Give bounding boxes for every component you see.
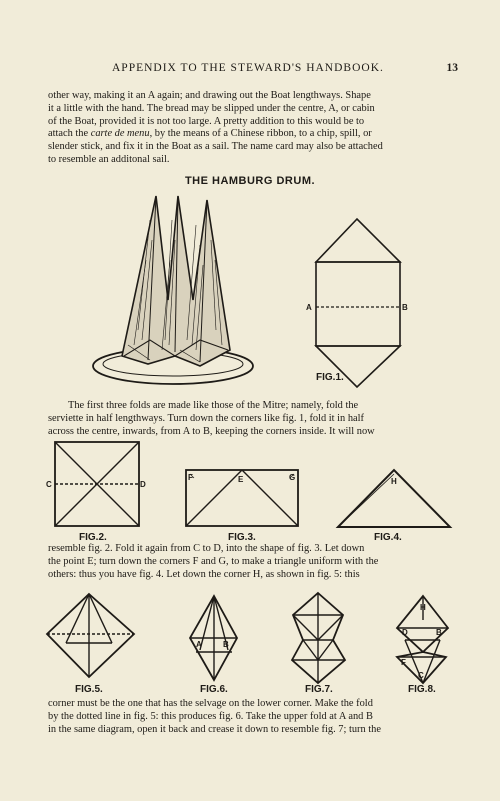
fig3-caption: FIG.3. <box>228 532 256 543</box>
fig8-label-d: D <box>402 628 408 637</box>
text-line: others: thus you have fig. 4. Let down the corner H, as shown in fig. 5: this <box>48 568 360 580</box>
italic-phrase: carte de menu <box>90 128 150 140</box>
text-line: by the dotted line in fig. 5: this produces fig. 6. Take the upper fold at A and B <box>48 710 373 722</box>
text-line: the point E; turn down the corners F and G, to make a triangle uniform with the <box>48 555 379 567</box>
fig8-label-f: F <box>401 658 406 667</box>
fig3-label-f: F <box>188 473 193 482</box>
fig1-label-a: A <box>306 303 312 312</box>
fig5-caption: FIG.5. <box>75 684 103 695</box>
text-line: of the Boat, provided it is not too large. A pretty addition to this would be to <box>48 115 365 127</box>
fig7-diagram <box>292 593 345 683</box>
fig4-caption: FIG.4. <box>374 532 402 543</box>
text-line: attach the carte de menu, by the means of a Chinese ribbon, to a chip, spill, or <box>48 128 372 140</box>
fig2-diagram <box>55 442 139 526</box>
fig3-label-e: E <box>238 475 244 484</box>
fig5-diagram <box>47 594 134 677</box>
fig1-caption: FIG.1. <box>316 372 344 383</box>
fig4-label-h: H <box>391 477 397 486</box>
fig1-diagram <box>316 219 400 387</box>
text-line: corner must be the one that has the selvage on the lower corner. Make the fold <box>48 698 373 709</box>
text-line: across the centre, inwards, from A to B, keeping the corners inside. It will now <box>48 425 375 437</box>
hamburg-drum-illustration <box>93 196 253 384</box>
fig1-label-b: B <box>402 303 408 312</box>
fig2-label-c: C <box>46 480 52 489</box>
fig7-caption: FIG.7. <box>305 684 333 695</box>
fig3-label-g: G <box>289 473 296 482</box>
header-title: APPENDIX TO THE STEWARD'S HANDBOOK. <box>112 62 384 74</box>
text-line: other way, making it an A again; and drawing out the Boat lengthways. Shape <box>48 90 371 101</box>
fig8-caption: FIG.8. <box>408 684 436 695</box>
fig6-diagram <box>190 596 237 680</box>
section-heading: THE HAMBURG DRUM. <box>184 175 316 187</box>
text-line: serviette in half lengthways. Turn down the corners like fig. 1, fold it in half <box>48 412 364 424</box>
text-line: The first three folds are made like those of the Mitre; namely, fold the <box>68 400 359 411</box>
text-line: it a little with the hand. The bread may be slipped under the centre, A, or cabin <box>48 102 375 114</box>
fig8-label-c: C <box>418 671 424 680</box>
text-line: resemble fig. 2. Fold it again from C to D, into the shape of fig. 3. Let down <box>48 543 365 554</box>
fig2-caption: FIG.2. <box>79 532 107 543</box>
fig8-label-h: H <box>420 603 426 612</box>
fig6-label-b: B <box>223 640 229 649</box>
fig6-caption: FIG.6. <box>200 684 228 695</box>
text-line: slender stick, and fix it in the Boat as a sail. The name card may also be attached <box>48 141 383 153</box>
fig2-label-d: D <box>140 480 146 489</box>
page-number: 13 <box>446 62 458 74</box>
fig6-label-a: A <box>196 640 202 649</box>
text-line: in the same diagram, open it back and crease it down to resemble fig. 7; turn the <box>48 723 381 735</box>
fig8-label-b: B <box>436 628 442 637</box>
text-line: to resemble an additonal sail. <box>48 153 170 165</box>
